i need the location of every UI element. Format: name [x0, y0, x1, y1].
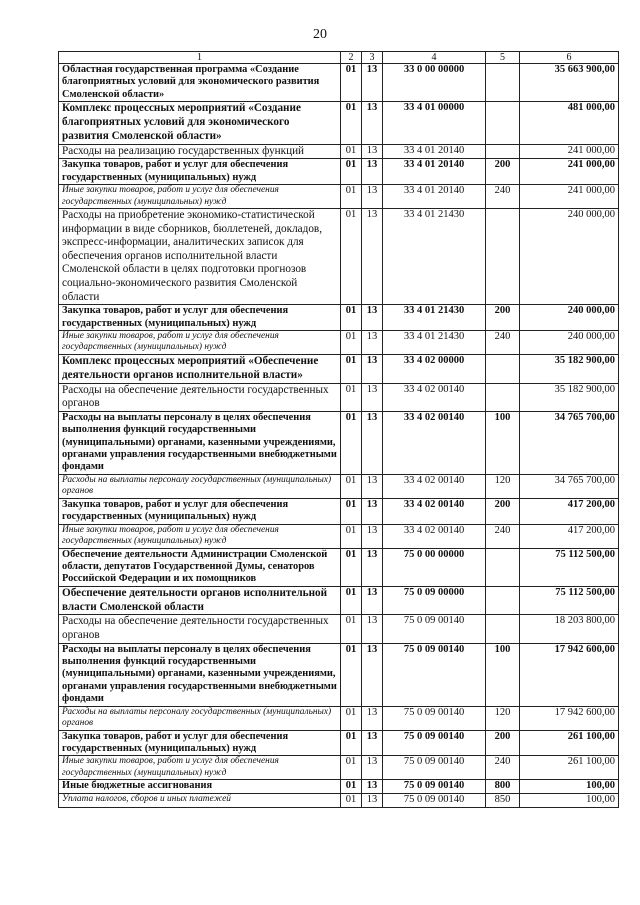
amount: 240 000,00 [520, 330, 619, 354]
table-row [59, 498, 619, 524]
target-article-code: 33 4 01 21430 [383, 305, 486, 331]
row-name: Областная государственная программа «Создание благоприятных условий для экономического развития Смоленской области» [59, 64, 341, 102]
expense-type-code: 240 [486, 756, 520, 780]
section-code: 01 [341, 643, 362, 706]
row-name: Уплата налогов, сборов и иных платежей [59, 794, 341, 808]
amount: 261 100,00 [520, 756, 619, 780]
amount: 241 000,00 [520, 159, 619, 185]
subsection-code: 13 [362, 615, 383, 643]
amount: 75 112 500,00 [520, 586, 619, 615]
subsection-code: 13 [362, 794, 383, 808]
target-article-code: 33 4 01 21430 [383, 330, 486, 354]
subsection-code: 13 [362, 548, 383, 586]
table-row [59, 756, 619, 780]
table-row [59, 730, 619, 756]
row-name: Закупка товаров, работ и услуг для обеспечения государственных (муниципальных) нужд [59, 159, 341, 185]
table-row [59, 586, 619, 615]
header-cell: 3 [362, 52, 383, 64]
row-name: Иные закупки товаров, работ и услуг для обеспечения государственных (муниципальных) нужд [59, 756, 341, 780]
subsection-code: 13 [362, 498, 383, 524]
subsection-code: 13 [362, 383, 383, 411]
target-article-code: 33 4 01 00000 [383, 102, 486, 144]
expense-type-code [486, 586, 520, 615]
table-row [59, 383, 619, 411]
subsection-code: 13 [362, 330, 383, 354]
section-code: 01 [341, 756, 362, 780]
amount: 17 942 600,00 [520, 706, 619, 730]
expense-type-code: 200 [486, 730, 520, 756]
expense-type-code: 120 [486, 474, 520, 498]
target-article-code: 75 0 09 00140 [383, 615, 486, 643]
target-article-code: 33 0 00 00000 [383, 64, 486, 102]
subsection-code: 13 [362, 305, 383, 331]
row-name: Иные закупки товаров, работ и услуг для обеспечения государственных (муниципальных) нужд [59, 185, 341, 209]
expense-type-code: 100 [486, 411, 520, 474]
expense-type-code: 850 [486, 794, 520, 808]
table-row [59, 615, 619, 643]
amount: 240 000,00 [520, 305, 619, 331]
expense-type-code: 200 [486, 159, 520, 185]
row-name: Расходы на выплаты персоналу государственных (муниципальных) органов [59, 706, 341, 730]
amount: 17 942 600,00 [520, 643, 619, 706]
subsection-code: 13 [362, 159, 383, 185]
target-article-code: 33 4 02 00140 [383, 474, 486, 498]
amount: 75 112 500,00 [520, 548, 619, 586]
target-article-code: 33 4 02 00140 [383, 411, 486, 474]
expense-type-code: 120 [486, 706, 520, 730]
row-name: Расходы на реализацию государственных функций [59, 144, 341, 159]
subsection-code: 13 [362, 780, 383, 794]
amount: 417 200,00 [520, 498, 619, 524]
expense-type-code: 240 [486, 330, 520, 354]
amount: 417 200,00 [520, 524, 619, 548]
section-code: 01 [341, 524, 362, 548]
table-row [59, 354, 619, 383]
target-article-code: 33 4 01 21430 [383, 209, 486, 305]
row-name: Расходы на выплаты персоналу в целях обеспечения выполнения функций государственными (муниципальными) органами, казенными учреждениями, органами управления государственными внебюджетными фондами [59, 643, 341, 706]
target-article-code: 33 4 01 20140 [383, 185, 486, 209]
subsection-code: 13 [362, 643, 383, 706]
target-article-code: 75 0 09 00140 [383, 756, 486, 780]
header-cell: 6 [520, 52, 619, 64]
table-row [59, 159, 619, 185]
row-name: Комплекс процессных мероприятий «Обеспечение деятельности органов исполнительной власти» [59, 354, 341, 383]
expense-type-code [486, 548, 520, 586]
target-article-code: 33 4 01 20140 [383, 159, 486, 185]
subsection-code: 13 [362, 209, 383, 305]
row-name: Обеспечение деятельности Администрации Смоленской области, депутатов Государственной Думы, сенаторов Российской Федерации и их помощников [59, 548, 341, 586]
expense-type-code: 200 [486, 498, 520, 524]
row-name: Расходы на выплаты персоналу в целях обеспечения выполнения функций государственными (муниципальными) органами, казенными учреждениями, органами управления государственными внебюджетными фондами [59, 411, 341, 474]
amount: 35 182 900,00 [520, 383, 619, 411]
header-cell: 4 [383, 52, 486, 64]
section-code: 01 [341, 780, 362, 794]
row-name: Закупка товаров, работ и услуг для обеспечения государственных (муниципальных) нужд [59, 730, 341, 756]
expense-type-code: 800 [486, 780, 520, 794]
header-cell: 5 [486, 52, 520, 64]
header-row [59, 52, 619, 64]
target-article-code: 75 0 09 00140 [383, 780, 486, 794]
table-row [59, 548, 619, 586]
section-code: 01 [341, 474, 362, 498]
amount: 35 182 900,00 [520, 354, 619, 383]
target-article-code: 75 0 00 00000 [383, 548, 486, 586]
subsection-code: 13 [362, 144, 383, 159]
subsection-code: 13 [362, 524, 383, 548]
subsection-code: 13 [362, 756, 383, 780]
expense-type-code [486, 64, 520, 102]
table-row [59, 64, 619, 102]
subsection-code: 13 [362, 102, 383, 144]
subsection-code: 13 [362, 706, 383, 730]
row-name: Обеспечение деятельности органов исполнительной власти Смоленской области [59, 586, 341, 615]
section-code: 01 [341, 354, 362, 383]
row-name: Иные закупки товаров, работ и услуг для обеспечения государственных (муниципальных) нужд [59, 330, 341, 354]
expense-type-code: 200 [486, 305, 520, 331]
section-code: 01 [341, 330, 362, 354]
subsection-code: 13 [362, 474, 383, 498]
table-row [59, 780, 619, 794]
expense-type-code [486, 615, 520, 643]
target-article-code: 75 0 09 00000 [383, 586, 486, 615]
target-article-code: 33 4 02 00140 [383, 524, 486, 548]
amount: 241 000,00 [520, 144, 619, 159]
row-name: Иные закупки товаров, работ и услуг для обеспечения государственных (муниципальных) нужд [59, 524, 341, 548]
table-row [59, 643, 619, 706]
expense-type-code [486, 354, 520, 383]
section-code: 01 [341, 305, 362, 331]
subsection-code: 13 [362, 64, 383, 102]
row-name: Комплекс процессных мероприятий «Создание благоприятных условий для экономического развития Смоленской области» [59, 102, 341, 144]
section-code: 01 [341, 794, 362, 808]
expense-type-code: 100 [486, 643, 520, 706]
subsection-code: 13 [362, 730, 383, 756]
section-code: 01 [341, 102, 362, 144]
section-code: 01 [341, 64, 362, 102]
expense-type-code [486, 383, 520, 411]
section-code: 01 [341, 159, 362, 185]
expense-type-code: 240 [486, 185, 520, 209]
budget-table [58, 51, 619, 808]
subsection-code: 13 [362, 586, 383, 615]
amount: 261 100,00 [520, 730, 619, 756]
table-row [59, 185, 619, 209]
expense-type-code: 240 [486, 524, 520, 548]
amount: 481 000,00 [520, 102, 619, 144]
amount: 100,00 [520, 794, 619, 808]
row-name: Расходы на обеспечение деятельности государственных органов [59, 383, 341, 411]
target-article-code: 75 0 09 00140 [383, 730, 486, 756]
expense-type-code [486, 102, 520, 144]
table-row [59, 144, 619, 159]
section-code: 01 [341, 185, 362, 209]
subsection-code: 13 [362, 185, 383, 209]
row-name: Расходы на выплаты персоналу государственных (муниципальных) органов [59, 474, 341, 498]
section-code: 01 [341, 706, 362, 730]
section-code: 01 [341, 548, 362, 586]
subsection-code: 13 [362, 411, 383, 474]
section-code: 01 [341, 209, 362, 305]
row-name: Закупка товаров, работ и услуг для обеспечения государственных (муниципальных) нужд [59, 305, 341, 331]
target-article-code: 33 4 02 00140 [383, 498, 486, 524]
table-row [59, 474, 619, 498]
table-row [59, 102, 619, 144]
table-row [59, 330, 619, 354]
expense-type-code [486, 144, 520, 159]
section-code: 01 [341, 615, 362, 643]
header-cell: 1 [59, 52, 341, 64]
header-cell: 2 [341, 52, 362, 64]
amount: 100,00 [520, 780, 619, 794]
target-article-code: 33 4 01 20140 [383, 144, 486, 159]
target-article-code: 33 4 02 00000 [383, 354, 486, 383]
table-row [59, 209, 619, 305]
row-name: Закупка товаров, работ и услуг для обеспечения государственных (муниципальных) нужд [59, 498, 341, 524]
table-row [59, 794, 619, 808]
section-code: 01 [341, 411, 362, 474]
table-row [59, 524, 619, 548]
row-name: Расходы на приобретение экономико-статистической информации в виде сборников, бюллетеней, докладов, экспресс-информации, аналитических записок для обеспечения органов исполнительной власти Смоленской области в целях подготовки прогнозов социально-экономического развития Смоленской области [59, 209, 341, 305]
amount: 35 663 900,00 [520, 64, 619, 102]
target-article-code: 75 0 09 00140 [383, 706, 486, 730]
target-article-code: 75 0 09 00140 [383, 794, 486, 808]
section-code: 01 [341, 144, 362, 159]
amount: 34 765 700,00 [520, 474, 619, 498]
amount: 241 000,00 [520, 185, 619, 209]
subsection-code: 13 [362, 354, 383, 383]
expense-type-code [486, 209, 520, 305]
section-code: 01 [341, 586, 362, 615]
table-row [59, 706, 619, 730]
page-number: 20 [313, 27, 327, 42]
table-row [59, 411, 619, 474]
table-row [59, 305, 619, 331]
section-code: 01 [341, 383, 362, 411]
row-name: Иные бюджетные ассигнования [59, 780, 341, 794]
section-code: 01 [341, 730, 362, 756]
amount: 240 000,00 [520, 209, 619, 305]
section-code: 01 [341, 498, 362, 524]
amount: 34 765 700,00 [520, 411, 619, 474]
row-name: Расходы на обеспечение деятельности государственных органов [59, 615, 341, 643]
target-article-code: 75 0 09 00140 [383, 643, 486, 706]
target-article-code: 33 4 02 00140 [383, 383, 486, 411]
amount: 18 203 800,00 [520, 615, 619, 643]
